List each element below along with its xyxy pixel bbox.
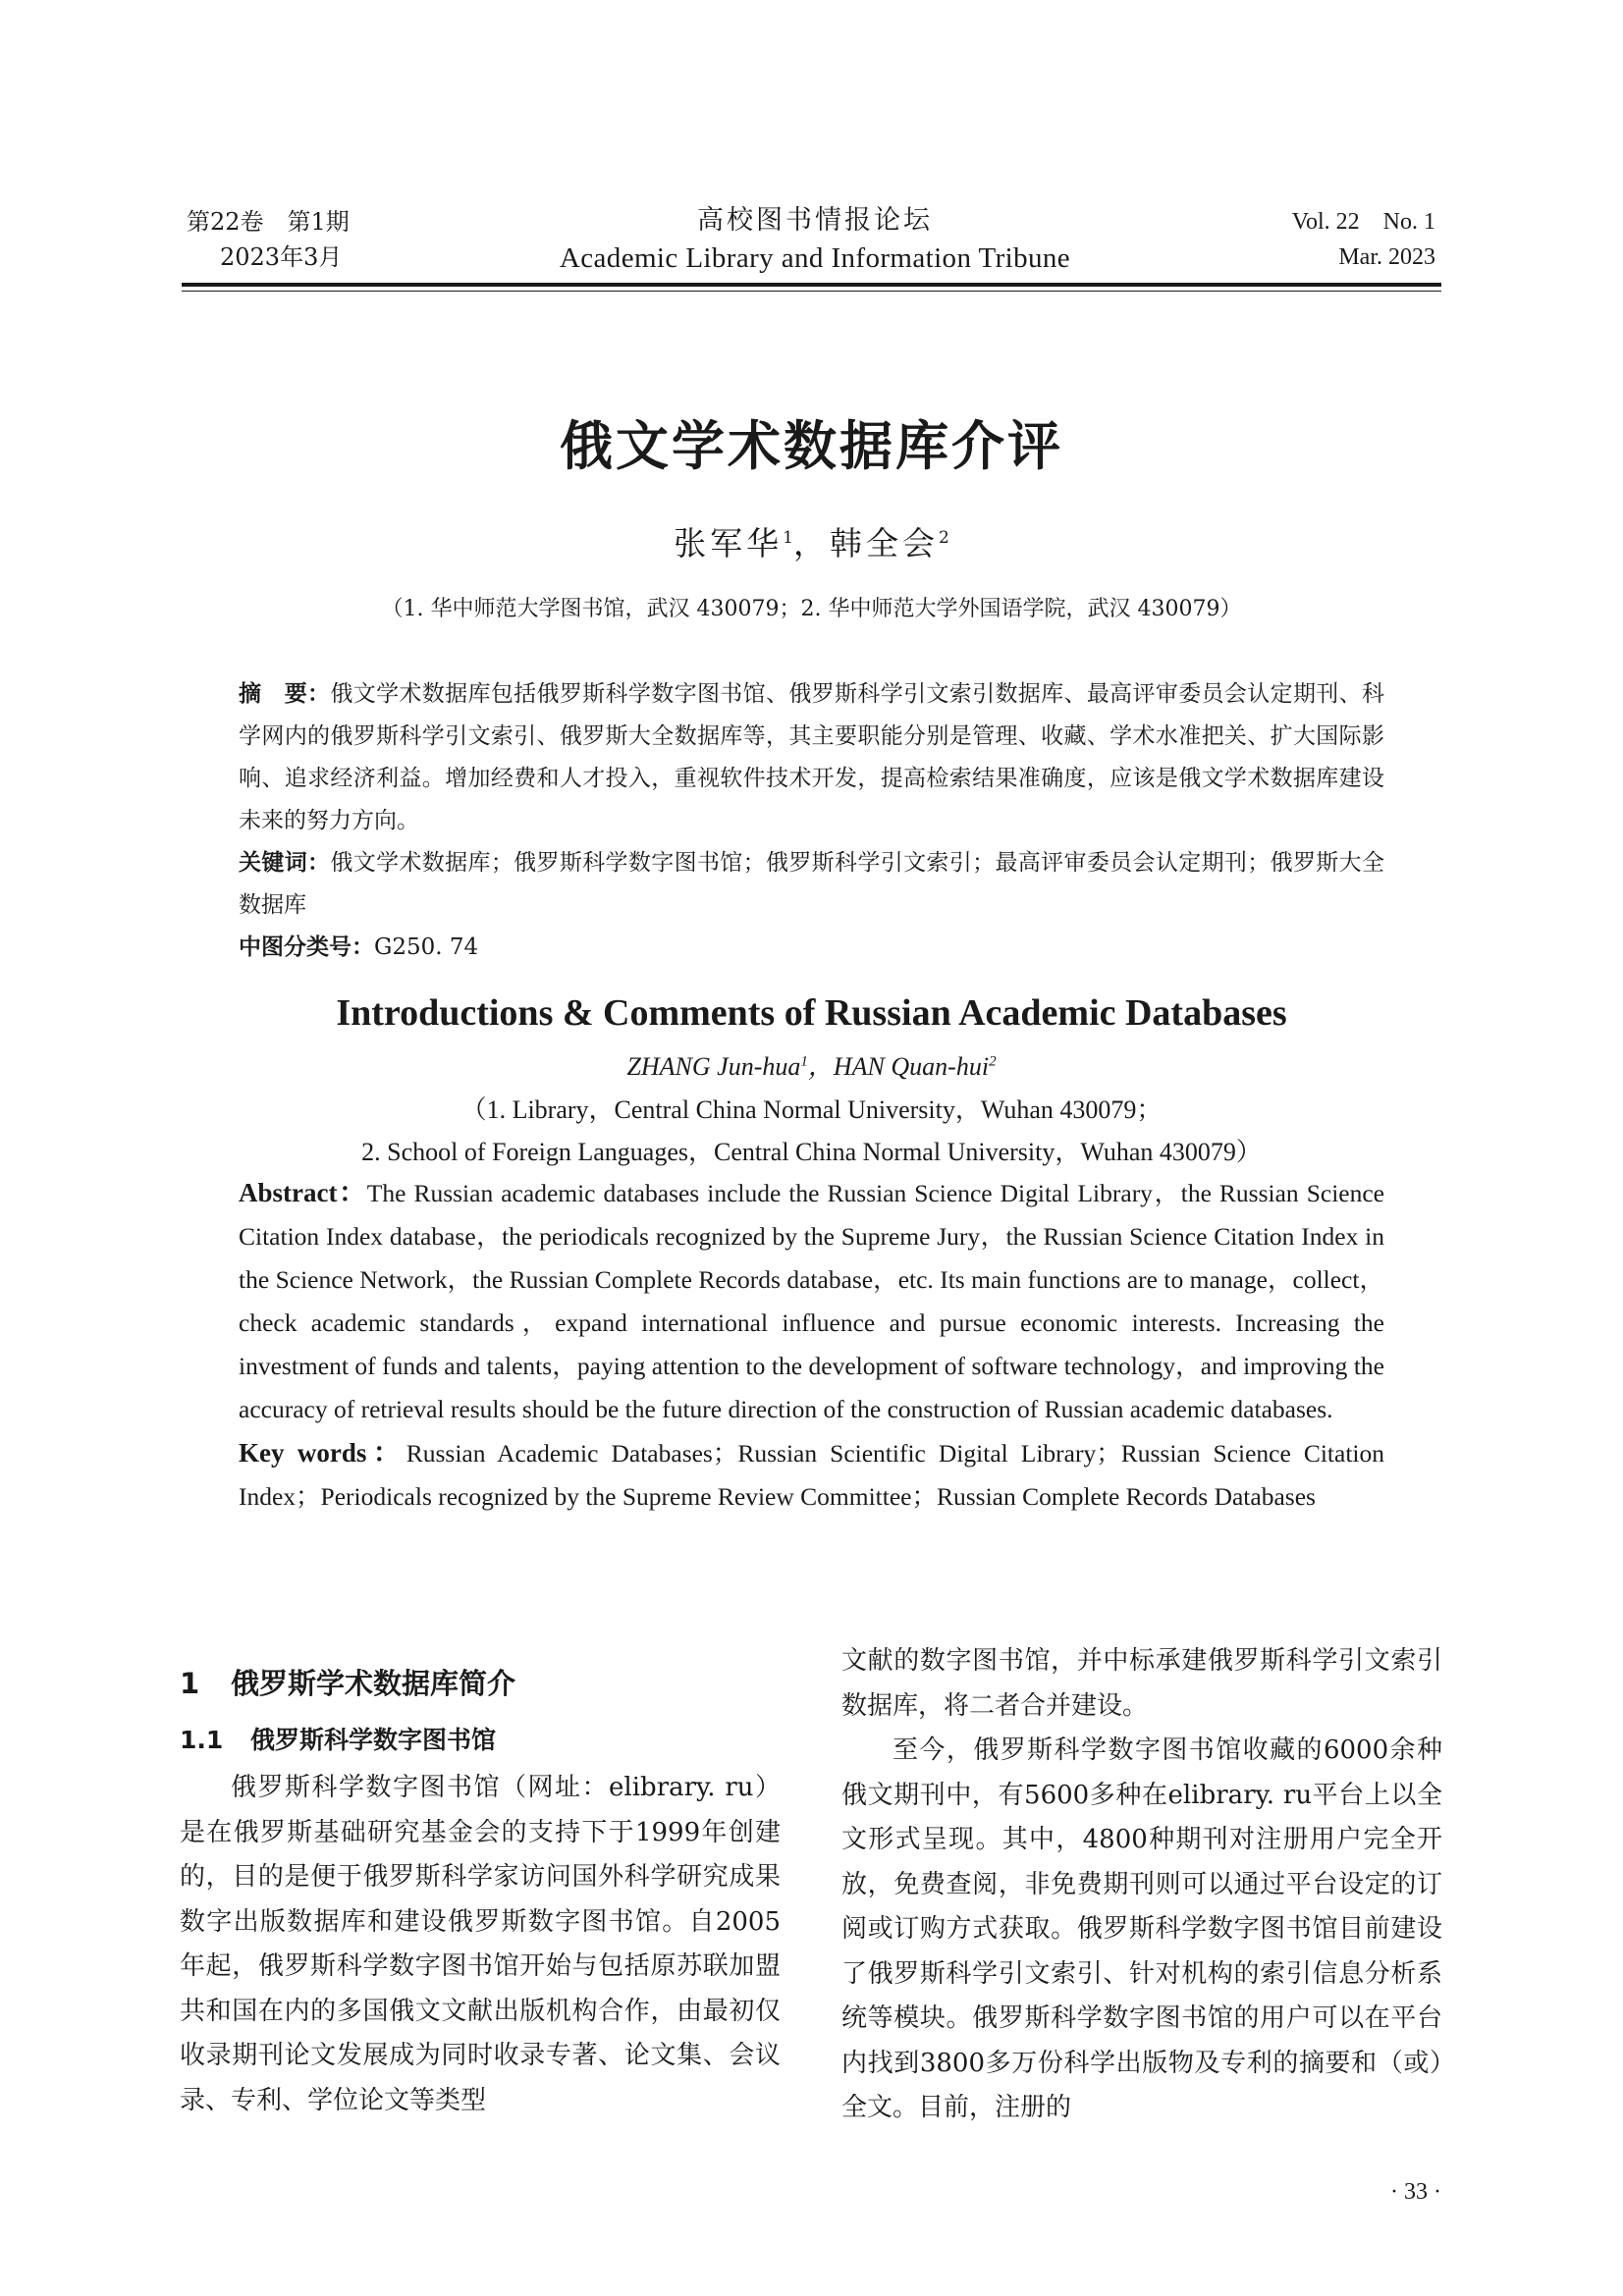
volume-issue-en: Vol. 22 No. 1 — [1291, 209, 1435, 235]
section-1-1-number: 1.1 — [180, 1726, 224, 1754]
abstract-en — [239, 1171, 1384, 1431]
volume-issue: 第22卷 第1期 — [187, 208, 350, 236]
date-cn: 2023年3月 — [220, 243, 343, 271]
keywords-en — [239, 1431, 1384, 1519]
abstract-cn-text: 俄文学术数据库包括俄罗斯科学数字图书馆、俄罗斯科学引文索引数据库、最高评审委员会认定期刊、科学网内的俄罗斯科学引文索引、俄罗斯大全数据库等，其主要职能分别是管理、收藏、学术水准把关、扩大国际影响、追求经济利益。增加经费和人才投入，重视软件技术开发，提高检索结果准确度，应该是俄文学术数据库建设未来的努力方向。 — [239, 681, 1385, 833]
author-1-cn: 张军华 — [674, 524, 784, 562]
affiliation-cn: （1. 华中师范大学图书馆，武汉 430079；2. 华中师范大学外国语学院，武汉 430079） — [381, 597, 1242, 621]
keywords-cn-label: 关键词： — [239, 850, 331, 876]
header-rule-thin — [182, 291, 1441, 292]
header-center — [511, 202, 1119, 277]
author-1-sup: 1 — [783, 528, 793, 548]
author-1-en: ZHANG Jun-hua — [626, 1052, 801, 1081]
section-1-number: 1 — [180, 1667, 200, 1700]
section-1-title: 俄罗斯学术数据库简介 — [231, 1667, 516, 1700]
header-left — [187, 204, 350, 275]
section-1-1-heading — [180, 1719, 781, 1762]
body-paragraph-right-2: 至今，俄罗斯科学数字图书馆收藏的6000余种俄文期刊中，有5600多种在elibrary. ru平台上以全文形式呈现。其中，4800种期刊对注册用户完全开放，免费查阅，非免费期刊则可以通过平台设定的订阅或订购方式获取。俄罗斯科学数字图书馆目前建设了俄罗斯科学引文索引、针对机构的索引信息分析系统等模块。俄罗斯科学数字图书馆的用户可以在平台内找到3800多万份科学出版物及专利的摘要和（或）全文。目前，注册的 — [841, 1735, 1442, 2122]
author-en-separator: ， — [807, 1052, 834, 1081]
date-en: Mar. 2023 — [1338, 244, 1435, 270]
journal-name-en: Academic Library and Information Tribune — [559, 242, 1071, 274]
body-right-column — [841, 1639, 1442, 2131]
header-rule-thick — [182, 283, 1441, 287]
keywords-cn-text: 俄文学术数据库；俄罗斯科学数字图书馆；俄罗斯科学引文索引；最高评审委员会认定期刊；俄罗斯大全数据库 — [239, 850, 1385, 918]
body-paragraph-right-1: 文献的数字图书馆，并中标承建俄罗斯科学引文索引数据库，将二者合并建设。 — [841, 1646, 1442, 1721]
classification-cn-text: G250. 74 — [374, 934, 479, 960]
affiliation-en-line1: （1. Library，Central China Normal University，Wuhan 430079； — [460, 1095, 1163, 1124]
body-left-column — [180, 1662, 781, 2123]
body-paragraph-left: 俄罗斯科学数字图书馆（网址：elibrary. ru）是在俄罗斯基础研究基金会的支持下于1999年创建的，目的是便于俄罗斯科学家访问国外科学研究成果数字出版数据库和建设俄罗斯数字图书馆。自2005年起，俄罗斯科学数字图书馆开始与包括原苏联加盟共和国在内的多国俄文文献出版机构合作，由最初仅收录期刊论文发展成为同时收录专著、论文集、会议录、专利、学位论文等类型 — [180, 1773, 781, 2115]
authors-en — [0, 1046, 1623, 1083]
author-2-cn: 韩全会 — [830, 524, 939, 562]
authors-cn — [0, 518, 1623, 564]
classification-cn-label: 中图分类号： — [239, 934, 374, 960]
keywords-en-text: Russian Academic Databases；Russian Scientific Digital Library；Russian Science Citation Index；Periodicals recognized by the Supreme Review Committee；Russian Complete Records Databases — [239, 1439, 1384, 1511]
keywords-cn — [239, 842, 1384, 927]
author-2-en-sup: 2 — [989, 1053, 997, 1070]
author-1-en-sup: 1 — [800, 1053, 808, 1070]
classification-cn — [239, 927, 1384, 969]
page-number: · 33 · — [1390, 2179, 1441, 2205]
abstract-cn — [239, 673, 1384, 842]
affiliation-en-line2: 2. School of Foreign Languages，Central China Normal University，Wuhan 430079） — [361, 1138, 1262, 1166]
keywords-en-label: Key words： — [239, 1438, 406, 1468]
article-title-en: Introductions & Comments of Russian Academic Databases — [336, 992, 1287, 1034]
abstract-cn-block — [239, 673, 1384, 969]
abstract-en-text: The Russian academic databases include the Russian Science Digital Library，the Russian Science Citation Index database，the periodicals recognized by the Supreme Jury，the Russian Science Citation Index in the Science Network，the Russian Complete Records database，etc. Its main functions are to manage，collect，check academic standards，expand international influence and pursue economic interests. Increasing the investment of funds and talents，paying attention to the development of software technology，and improving the accuracy of retrieval results should be the future direction of the construction of Russian academic databases. — [239, 1179, 1384, 1423]
abstract-cn-label: 摘 要： — [239, 681, 331, 707]
author-2-sup: 2 — [939, 528, 949, 548]
abstract-en-block — [239, 1171, 1384, 1519]
abstract-en-label: Abstract： — [239, 1178, 367, 1207]
article-title-cn: 俄文学术数据库介评 — [560, 415, 1063, 477]
section-1-1-title: 俄罗斯科学数字图书馆 — [250, 1726, 497, 1754]
journal-name-cn: 高校图书情报论坛 — [697, 205, 933, 236]
header-right — [1227, 204, 1435, 275]
section-1-heading — [180, 1662, 781, 1705]
author-2-en: HAN Quan-hui — [833, 1052, 990, 1081]
author-separator: ， — [793, 524, 830, 562]
